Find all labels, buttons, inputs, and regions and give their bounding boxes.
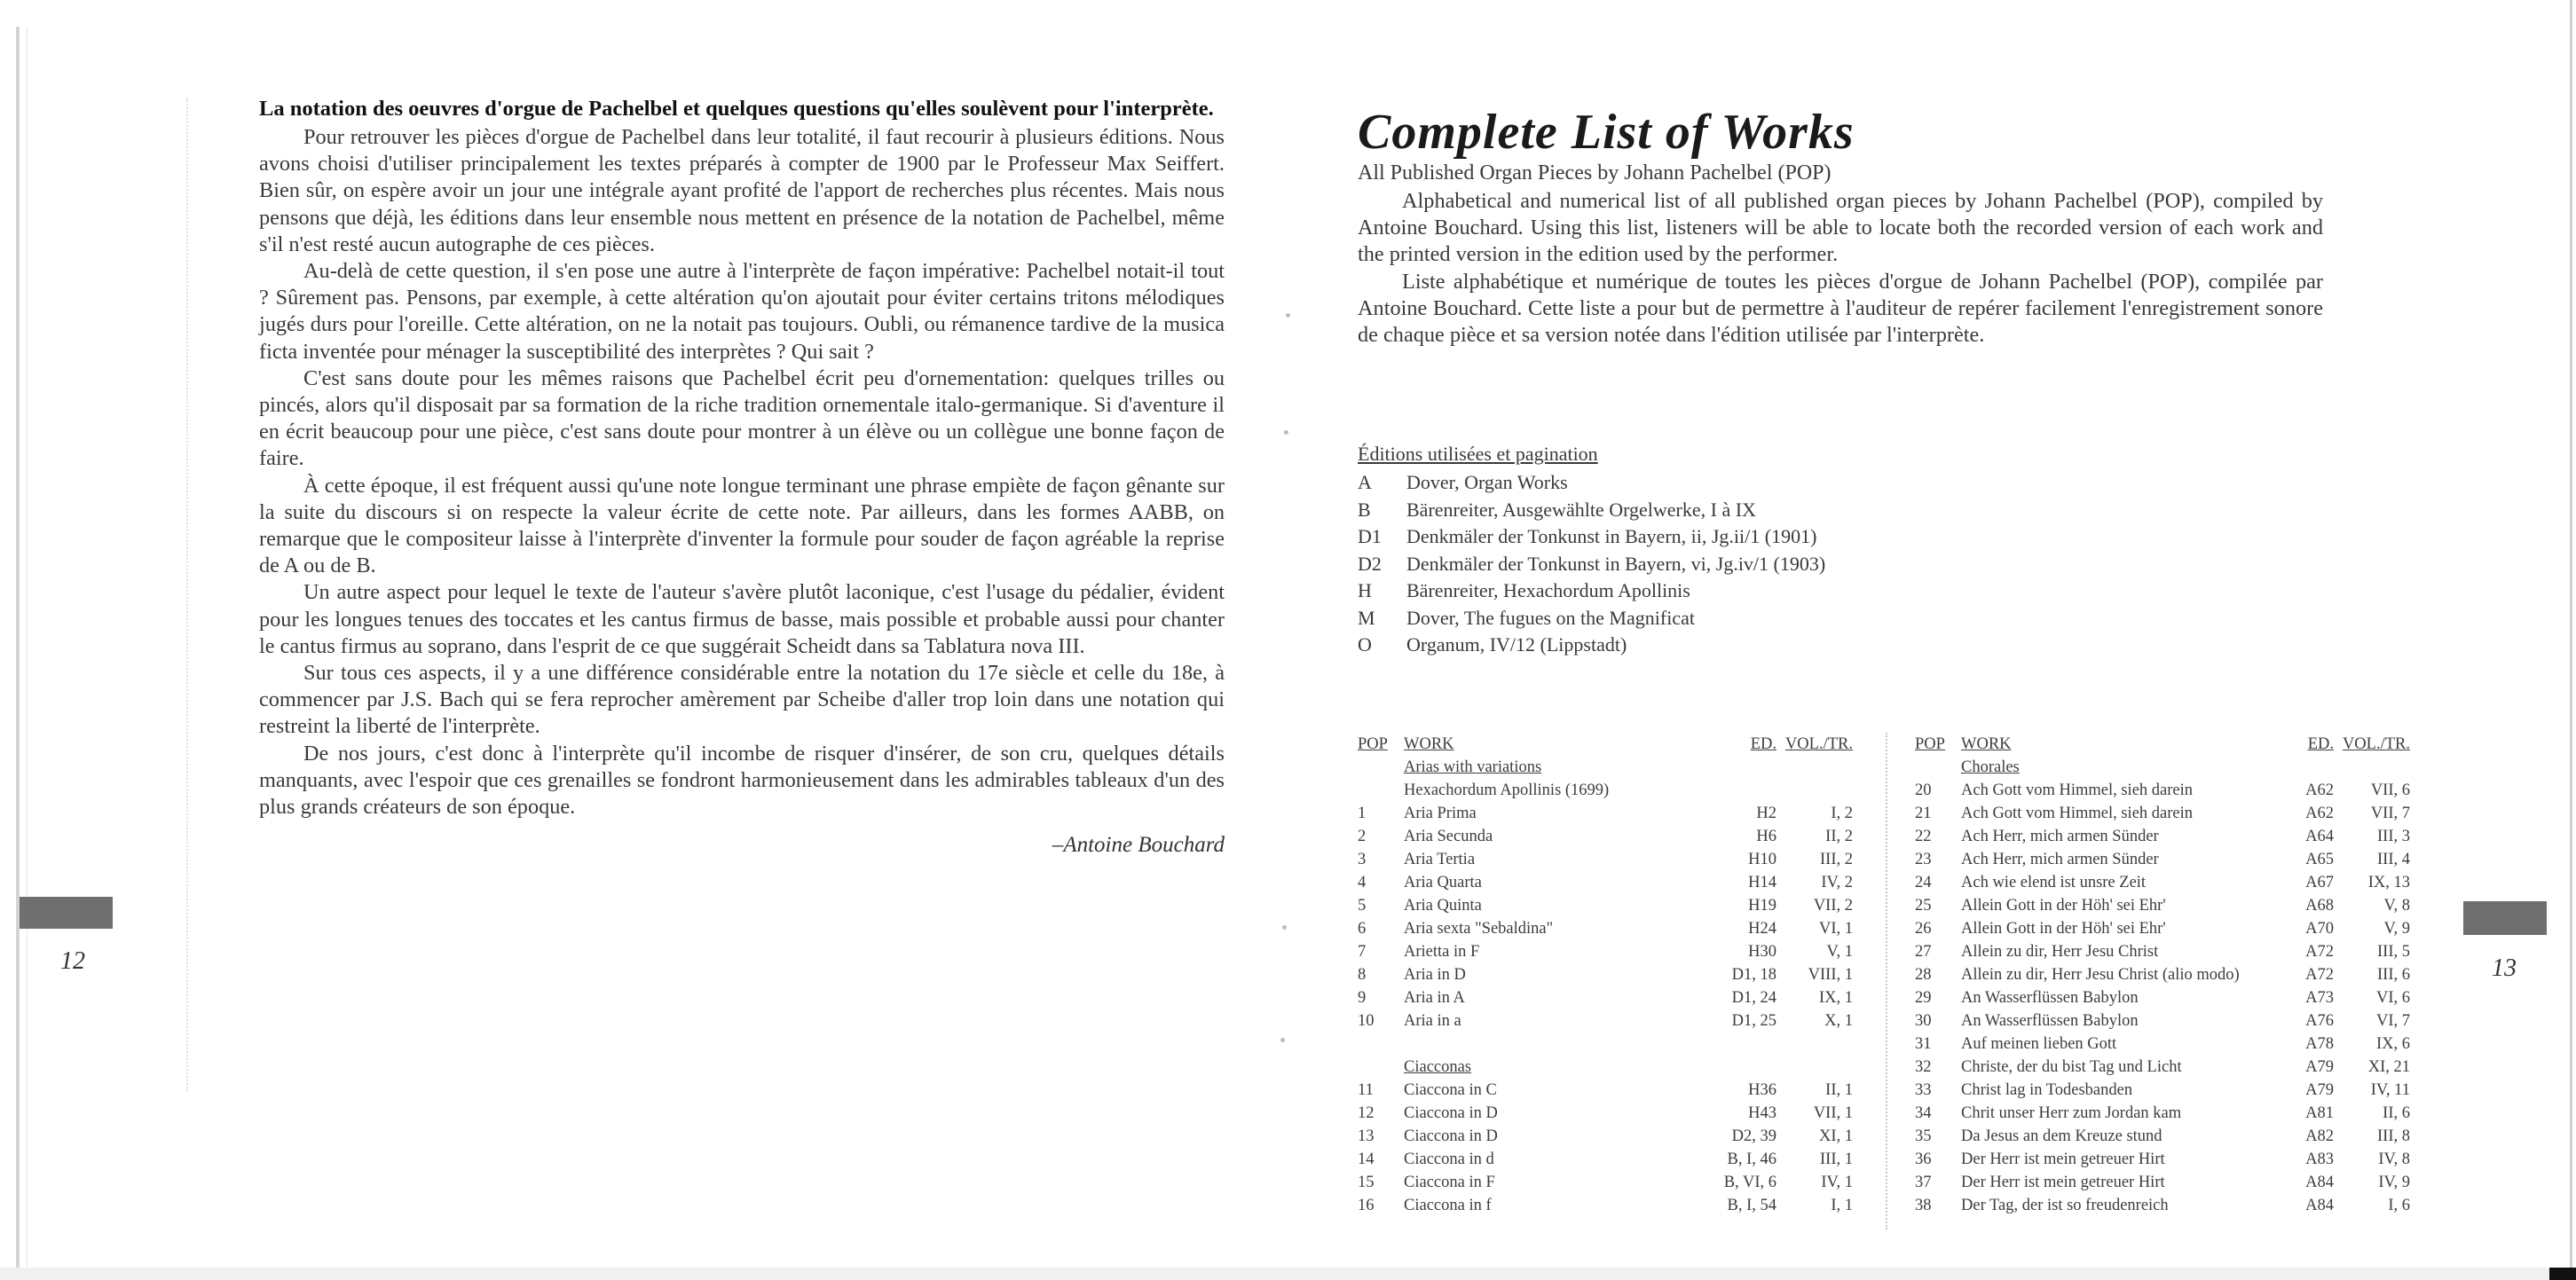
cell-pop: 30 [1915,1012,1932,1030]
cell-vol: III, 2 [1820,851,1853,868]
header-pop: POP [1358,735,1388,753]
table-row [1915,963,2412,986]
cell-vol: XI, 1 [1818,1127,1853,1145]
cell-pop: 35 [1915,1127,1932,1145]
cell-ed: A81 [2305,1104,2334,1122]
table-row [1358,825,1855,848]
cell-work: Ach Herr, mich armen Sünder [1961,851,2159,868]
edition-row [1358,551,1825,578]
cell-work: Arias with variations [1404,758,1542,776]
edition-code: H [1358,579,1372,601]
cell-work: Auf meinen lieben Gott [1961,1035,2117,1053]
table-column-divider [1886,733,1887,1229]
edition-code: B [1358,498,1371,521]
header-vol: VOL./TR. [1784,735,1853,753]
cell-pop: 24 [1915,874,1932,891]
cell-pop: 10 [1358,1012,1375,1030]
table-row [1915,848,2412,871]
cell-work: Ciaccona in d [1404,1150,1494,1168]
cell-work: Ach Gott vom Himmel, sieh darein [1961,805,2194,822]
list-subtitle: All Published Organ Pieces by Johann Pachelbel (POP) [1358,161,1832,185]
cell-vol: III, 5 [2377,943,2410,961]
cell-work: Chrit unser Herr zum Jordan kam [1961,1104,2182,1122]
header-vol: VOL./TR. [2342,735,2410,753]
cell-vol: IV, 9 [2378,1174,2410,1191]
cell-pop: 13 [1358,1127,1375,1145]
table-row [1915,1056,2412,1079]
table-row [1915,1194,2412,1217]
table-header-row [1915,733,2412,756]
cell-pop: 21 [1915,805,1932,822]
cell-work: Christe, der du bist Tag und Licht [1961,1058,2182,1076]
edition-code: M [1358,606,1375,629]
cell-vol: IX, 6 [2375,1035,2410,1053]
cell-ed: H6 [1756,828,1776,845]
cell-ed: A83 [2305,1150,2334,1168]
left-page-tab [20,897,113,929]
cell-pop: 16 [1358,1197,1375,1214]
cell-vol: I, 2 [1831,805,1853,822]
table-row [1915,871,2412,894]
article-title: La notation des oeuvres d'orgue de Pachelbel et quelques questions qu'elles soulèvent pour l'interprète. [259,97,1214,121]
list-title: Complete List of Works [1358,105,1855,160]
cell-pop: 31 [1915,1035,1932,1053]
cell-pop: 20 [1915,781,1932,799]
cell-vol: XI, 21 [2367,1058,2410,1076]
cell-pop: 7 [1358,943,1367,961]
cell-work: An Wasserflüssen Babylon [1961,989,2139,1007]
cell-vol: IV, 1 [1821,1174,1853,1191]
cell-work: Ciaccona in F [1404,1174,1495,1191]
cell-pop: 37 [1915,1174,1932,1191]
table-row [1915,1102,2412,1125]
table-row [1915,1148,2412,1171]
table-row [1915,802,2412,825]
cell-ed: D2, 39 [1731,1127,1776,1145]
table-row [1358,779,1855,802]
table-row [1915,1009,2412,1033]
cell-work: Allein Gott in der Höh' sei Ehr' [1961,897,2166,915]
cell-vol: VI, 7 [2375,1012,2410,1030]
edition-row [1358,523,1825,551]
gutter-mark [1286,313,1290,318]
table-row [1358,802,1855,825]
cell-pop: 23 [1915,851,1932,868]
cell-ed: A70 [2305,920,2334,938]
cell-vol: IV, 2 [1821,874,1853,891]
cell-ed: A79 [2305,1081,2334,1099]
table-row [1915,1125,2412,1148]
cell-pop: 25 [1915,897,1932,915]
cell-vol: V, 8 [2383,897,2410,915]
cell-vol: X, 1 [1824,1012,1853,1030]
edition-text: Dover, The fugues on the Magnificat [1406,606,1695,629]
cell-ed: B, VI, 6 [1723,1174,1776,1191]
edition-row [1358,469,1825,497]
table-row [1358,963,1855,986]
header-ed: ED. [2307,735,2334,753]
table-row [1358,1148,1855,1171]
cell-work: Allein zu dir, Herr Jesu Christ (alio modo) [1961,966,2240,984]
cell-pop: 15 [1358,1174,1375,1191]
cell-ed: A62 [2305,781,2334,799]
cell-work: Aria in a [1404,1012,1461,1030]
cell-pop: 2 [1358,828,1367,845]
cell-work: Hexachordum Apollinis (1699) [1404,781,1610,799]
cell-work: Ciacconas [1404,1058,1472,1076]
cell-ed: A78 [2305,1035,2334,1053]
cell-vol: VIII, 1 [1808,966,1853,984]
cell-pop: 6 [1358,920,1367,938]
table-row [1915,825,2412,848]
cell-ed: A68 [2305,897,2334,915]
cell-vol: III, 3 [2377,828,2410,845]
works-table-right [1915,733,2412,1217]
table-row [1358,848,1855,871]
edition-row [1358,577,1825,605]
cell-pop: 5 [1358,897,1367,915]
cell-vol: IV, 11 [2370,1081,2410,1099]
cell-work: Aria in A [1404,989,1465,1007]
cell-work: Aria Secunda [1404,828,1493,845]
cell-vol: VII, 6 [2370,781,2410,799]
cell-pop: 9 [1358,989,1367,1007]
edition-row [1358,497,1825,524]
cell-ed: H24 [1748,920,1776,938]
cell-pop: 22 [1915,828,1932,845]
article-paragraph: À cette époque, il est fréquent aussi qu'une note longue terminant une phrase empiète de façon gênante sur la suite du discours si on respecte la valeur écrite de cette note. Par ailleurs, dans les formes AABB, on remarque que le compositeur laisse à l'interprète d'inventer la formule pour souder de façon agréable la reprise de A ou de B. [259,473,1225,578]
cell-ed: A73 [2305,989,2334,1007]
cell-work: Arietta in F [1404,943,1480,961]
cell-ed: A84 [2305,1197,2334,1214]
right-page-tab [2463,901,2547,935]
cell-pop: 38 [1915,1197,1932,1214]
cell-pop: 27 [1915,943,1932,961]
right-page-number: 13 [2492,954,2517,982]
edition-text: Denkmäler der Tonkunst in Bayern, ii, Jg.ii/1 (1901) [1406,525,1817,547]
article-signature: –Antoine Bouchard [1052,833,1225,858]
cell-work: Aria Prima [1404,805,1477,822]
cell-ed: H14 [1748,874,1776,891]
cell-pop: 28 [1915,966,1932,984]
scan-corner [2549,1268,2576,1280]
cell-pop: 32 [1915,1058,1932,1076]
editions-list [1358,443,1825,659]
cell-pop: 4 [1358,874,1367,891]
article-paragraph: Au-delà de cette question, il s'en pose une autre à l'interprète de façon impérative: Pachelbel notait-il tout ? Sûrement pas. Pensons, par exemple, à cette altération qu'on ajoutait pour éviter certains tritons mélodiques jugés durs pour l'oreille. Cette altération, on ne la notait pas toujours. Oubli, ou rémanence tardive de la musica ficta inventée pour ménager la susceptibilité des interprètes ? Qui sait ? [259,259,1225,364]
table-row [1915,917,2412,940]
cell-work: Ciaccona in D [1404,1127,1498,1145]
gutter-mark [1284,430,1288,435]
table-row [1358,871,1855,894]
gutter-mark [1282,925,1287,930]
cell-work: Ach Herr, mich armen Sünder [1961,828,2159,845]
table-row [1358,1125,1855,1148]
cell-vol: I, 1 [1831,1197,1853,1214]
edition-code: D1 [1358,525,1382,547]
cell-pop: 29 [1915,989,1932,1007]
edition-row [1358,632,1825,659]
intro-paragraph-english: Alphabetical and numerical list of all published organ pieces by Johann Pachelbel (POP), compiled by Antoine Bouchard. Using this list, listeners will be able to locate both the recorded version of each work and the printed version in the edition used by the performer. [1358,189,2323,267]
cell-vol: III, 4 [2377,851,2410,868]
cell-work: Da Jesus an dem Kreuze stund [1961,1127,2162,1145]
article-paragraph: Sur tous ces aspects, il y a une différence considérable entre la notation du 17e siècle et celle du 18e, à commencer par J.S. Bach qui se fera reprocher amèrement par Scheibe d'aller trop loin dans une notation qui restreint la liberté de l'interprète. [259,661,1225,739]
cell-ed: A62 [2305,805,2334,822]
cell-work: Ach Gott vom Himmel, sieh darein [1961,781,2194,799]
cell-vol: IV, 8 [2378,1150,2410,1168]
table-header-row [1358,733,1855,756]
edition-code: O [1358,633,1372,656]
cell-vol: I, 6 [2388,1197,2410,1214]
editions-heading: Éditions utilisées et pagination [1358,443,1598,465]
cell-work: Aria Quarta [1404,874,1482,891]
table-row [1358,917,1855,940]
cell-work: Chorales [1961,758,2020,776]
left-page-number: 12 [60,947,85,975]
works-table-left [1358,733,1855,1217]
left-page-article [259,96,1225,858]
cell-ed: A79 [2305,1058,2334,1076]
cell-ed: H43 [1748,1104,1776,1122]
table-row [1358,1102,1855,1125]
header-work: WORK [1404,735,1454,753]
cell-work: Christ lag in Todesbanden [1961,1081,2133,1099]
cell-vol: V, 1 [1826,943,1853,961]
cell-work: Allein zu dir, Herr Jesu Christ [1961,943,2159,961]
cell-work: Der Tag, der ist so freudenreich [1961,1197,2169,1214]
cell-ed: H30 [1748,943,1776,961]
header-work: WORK [1961,735,2012,753]
cell-ed: A82 [2305,1127,2334,1145]
cell-pop: 3 [1358,851,1367,868]
gutter-mark [1280,1038,1285,1042]
table-row [1358,1194,1855,1217]
cell-ed: D1, 24 [1731,989,1776,1007]
cell-ed: H10 [1748,851,1776,868]
cell-vol: II, 2 [1825,828,1853,845]
cell-ed: A65 [2305,851,2334,868]
table-row [1915,779,2412,802]
edition-text: Bärenreiter, Hexachordum Apollinis [1406,579,1690,601]
edition-code: A [1358,471,1372,493]
cell-ed: H19 [1748,897,1776,915]
edition-text: Dover, Organ Works [1406,471,1568,493]
cell-pop: 14 [1358,1150,1375,1168]
book-spine-edge [16,27,20,1268]
cell-work: Allein Gott in der Höh' sei Ehr' [1961,920,2166,938]
article-paragraph: De nos jours, c'est donc à l'interprète qu'il incombe de risquer d'insérer, de son cru, quelques détails manquants, avec l'espoir que ces grenailles se fondront harmonieusement dans les admirables tableaux d'un des plus grands créateurs de son époque. [259,741,1225,820]
cell-ed: D1, 18 [1731,966,1776,984]
cell-ed: H2 [1756,805,1776,822]
table-row [1358,986,1855,1009]
cell-vol: V, 9 [2383,920,2410,938]
cell-work: Aria in D [1404,966,1466,984]
cell-work: An Wasserflüssen Babylon [1961,1012,2139,1030]
article-paragraph: C'est sans doute pour les mêmes raisons que Pachelbel écrit peu d'ornementation: quelques trilles ou pincés, alors qu'il disposait par sa formation de la riche tradition ornementale italo-germanique. Si d'aventure il en écrit beaucoup pour une pièce, c'est sans doute pour montrer à un élève ou un collègue une bonne façon de faire. [259,365,1225,471]
edition-row [1358,605,1825,632]
table-row [1915,1033,2412,1056]
cell-vol: III, 6 [2377,966,2410,984]
edition-code: D2 [1358,552,1382,575]
table-row [1358,940,1855,963]
table-row [1358,1033,1855,1056]
cell-ed: A64 [2305,828,2334,845]
table-row [1358,1079,1855,1102]
header-ed: ED. [1750,735,1776,753]
cell-ed: B, I, 46 [1727,1150,1776,1168]
cell-pop: 33 [1915,1081,1932,1099]
right-page-intro [1358,105,2323,349]
cell-pop: 34 [1915,1104,1932,1122]
cell-work: Aria sexta "Sebaldina" [1404,920,1554,938]
edition-text: Organum, IV/12 (Lippstadt) [1406,633,1627,656]
cell-pop: 36 [1915,1150,1932,1168]
cell-ed: D1, 25 [1731,1012,1776,1030]
table-row [1358,1009,1855,1033]
table-row [1915,756,2412,779]
cell-ed: A72 [2305,966,2334,984]
page-bottom-edge [0,1268,2576,1280]
cell-pop: 11 [1358,1081,1374,1099]
cell-work: Aria Quinta [1404,897,1482,915]
cell-ed: A67 [2305,874,2334,891]
table-row [1915,1079,2412,1102]
cell-pop: 12 [1358,1104,1375,1122]
intro-paragraph-french: Liste alphabétique et numérique de toutes les pièces d'orgue de Johann Pachelbel (POP), compilée par Antoine Bouchard. Cette liste a pour but de permettre à l'auditeur de repérer facilement l'enregistrement sonore de chaque pièce et sa version notée dans l'édition utilisée par l'interprète. [1358,269,2323,348]
cell-ed: A84 [2305,1174,2334,1191]
header-pop: POP [1915,735,1945,753]
cell-ed: H36 [1748,1081,1776,1099]
article-paragraph: Pour retrouver les pièces d'orgue de Pachelbel dans leur totalité, il faut recourir à plusieurs éditions. Nous avons choisi d'utiliser principalement les textes préparés à compter de 1900 par le Professeur Max Seiffert. Bien sûr, on espère avoir un jour une intégrale ayant profité de l'apport de recherches plus récentes. Mais nous pensons que déjà, les éditions dans leur ensemble nous mettent en présence de la notation de Pachelbel, même s'il n'est resté aucun autographe de ces pièces. [259,125,1225,256]
cell-ed: A76 [2305,1012,2334,1030]
cell-vol: II, 6 [2383,1104,2410,1122]
cell-vol: III, 1 [1820,1150,1853,1168]
table-row [1915,894,2412,917]
left-margin-dotted-rule [186,98,188,1091]
cell-vol: VI, 6 [2375,989,2410,1007]
cell-vol: VII, 2 [1813,897,1853,915]
article-paragraph: Un autre aspect pour lequel le texte de l'auteur s'avère plutôt laconique, c'est l'usage du pédalier, évident pour les longues tenues des toccates et les cantus firmus de basse, mais possible et probable aussi pour chanter le cantus firmus au soprano, dans l'esprit de ce que suggérait Scheidt dans sa Tablatura nova III. [259,580,1225,658]
cell-vol: II, 1 [1825,1081,1853,1099]
table-row [1358,756,1855,779]
cell-work: Der Herr ist mein getreuer Hirt [1961,1150,2165,1168]
cell-pop: 26 [1915,920,1932,938]
page-right-edge [2570,0,2572,1280]
cell-work: Aria Tertia [1404,851,1476,868]
cell-work: Ach wie elend ist unsre Zeit [1961,874,2147,891]
edition-text: Bärenreiter, Ausgewählte Orgelwerke, I à IX [1406,498,1756,521]
table-row [1915,986,2412,1009]
edition-text: Denkmäler der Tonkunst in Bayern, vi, Jg.iv/1 (1903) [1406,552,1826,575]
table-row [1358,1171,1855,1194]
cell-vol: IX, 1 [1818,989,1853,1007]
cell-pop: 8 [1358,966,1367,984]
cell-vol: VII, 1 [1813,1104,1853,1122]
cell-work: Ciaccona in C [1404,1081,1497,1099]
table-row [1358,1056,1855,1079]
cell-ed: A72 [2305,943,2334,961]
cell-vol: VI, 1 [1818,920,1853,938]
cell-work: Ciaccona in D [1404,1104,1498,1122]
table-row [1915,1171,2412,1194]
table-row [1915,940,2412,963]
cell-ed: B, I, 54 [1727,1197,1776,1214]
cell-work: Der Herr ist mein getreuer Hirt [1961,1174,2165,1191]
cell-vol: IX, 13 [2367,874,2410,891]
table-row [1358,894,1855,917]
book-spine-line [27,27,28,1268]
cell-vol: III, 8 [2377,1127,2410,1145]
cell-pop: 1 [1358,805,1367,822]
cell-work: Ciaccona in f [1404,1197,1492,1214]
cell-vol: VII, 7 [2370,805,2410,822]
